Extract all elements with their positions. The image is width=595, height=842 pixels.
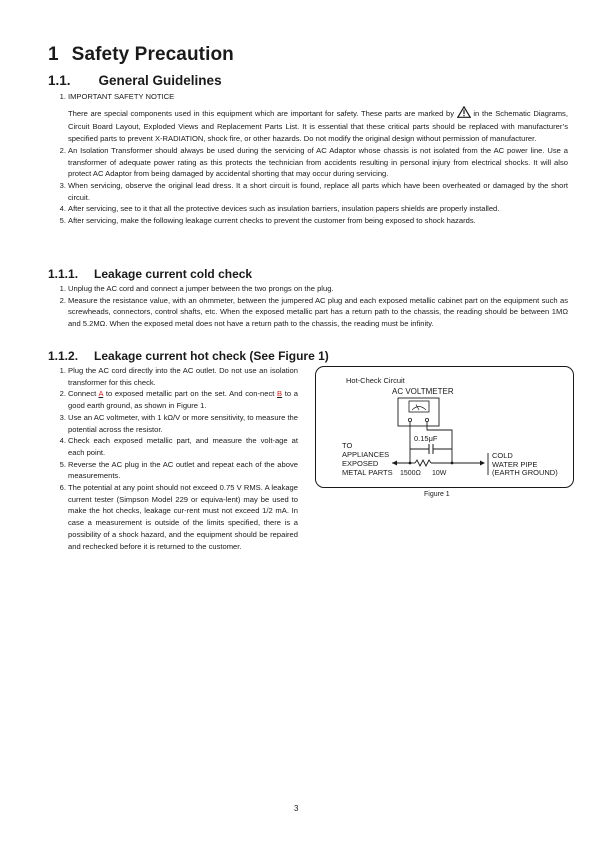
chapter-number: 1 xyxy=(48,44,59,65)
arrow-left-icon xyxy=(392,461,397,466)
list-item: 4. After servicing, see to it that all the protective devices such as insulation barriers, insulation papers shields are properly installed. xyxy=(59,204,500,214)
list-item: 6. The potential at any point should not exceed 0.75 V RMS. A leakage current tester (Simpson Model 229 or equiva-lent) may be used to make the hot checks, leakage cur-rent must not exceed 1/2 mA. In case a measurement is outside of the limits specified, there is a possibility of a shock hazard, and the equipment should be repaired and rechecked before it is returned to the customer. xyxy=(59,483,298,551)
section-heading-general xyxy=(48,73,222,88)
safety-notice-text-a: There are special components used in this equipment which are important for safety. These parts are marked by xyxy=(68,108,454,118)
page-number: 3 xyxy=(294,804,299,813)
svg-text:APPLIANCES: APPLIANCES xyxy=(342,450,390,459)
section-heading-cold-check: 1.1.1. Leakage current cold check xyxy=(48,267,253,281)
list-item xyxy=(58,106,568,145)
section-heading-hot-check: 1.1.2. Leakage current hot check (See Figure 1) xyxy=(48,349,329,363)
voltmeter-icon xyxy=(398,398,439,426)
list-item: 3. Use an AC voltmeter, with 1 kΩ/V or more sensitivity, to measure the potential across the resistor. xyxy=(59,412,298,434)
arrow-right-icon xyxy=(480,461,485,466)
list-item: 4. Check each exposed metallic part, and measure the volt-age at each point. xyxy=(59,436,298,457)
hot-check-circuit-diagram xyxy=(316,367,573,487)
svg-text:(EARTH GROUND): (EARTH GROUND) xyxy=(492,468,558,477)
svg-text:COLD: COLD xyxy=(492,451,513,460)
meter-label: AC VOLTMETER xyxy=(392,387,454,396)
wattage-label: 10W xyxy=(432,470,447,477)
list-item: 2. Connect A to exposed metallic part on the set. And con-nect B to a good earth ground, as shown in Figure 1. xyxy=(59,389,298,411)
list-item: 2. An Isolation Transformer should always be used during the servicing of AC Adaptor whose chassis is not isolated from the AC power line. Use a transformer of adequate power rating as this protects the technician from accidents resulting in personal injury from electrical shocks. It will also protect AC Adaptor from being damaged by accidental shorting that may occur during servicing. xyxy=(59,145,568,179)
list-item: 5. After servicing, make the following leakage current checks to prevent the customer from being exposed to shock hazards. xyxy=(59,216,476,226)
point-a-marker: A xyxy=(98,389,104,399)
section-title: General Guidelines xyxy=(98,73,222,88)
warning-triangle-icon xyxy=(457,106,471,122)
svg-text:EXPOSED: EXPOSED xyxy=(342,459,379,468)
list-item: 3. When servicing, observe the original lead dress. It a short circuit is found, replace all parts which have been overheated or damaged by the short circuit. xyxy=(59,180,568,202)
figure-1-frame xyxy=(315,366,574,488)
cold-check-list xyxy=(58,283,568,330)
list-item: 5. Reverse the AC plug in the AC outlet and repeat each of the above measurements. xyxy=(59,459,298,481)
list-item: 1. Unplug the AC cord and connect a jumper between the two prongs on the plug. xyxy=(59,284,334,293)
general-guidelines-list xyxy=(58,91,568,227)
section-number: 1.1. xyxy=(48,73,71,88)
capacitor-symbol xyxy=(410,444,452,454)
list-item: 1. IMPORTANT SAFETY NOTICE xyxy=(59,92,175,101)
list-item: 2. Measure the resistance value, with an ohmmeter, between the jumpered AC plug and each exposed metallic cabinet part on the equipment such as screwheads, connectors, control shafts, etc. When the exposed metallic part has a return path to the chassis, the reading should be between 1MΩ and 5.2MΩ. When the exposed metal does not have a return path to the chassis, the reading must be infinity. xyxy=(59,295,568,329)
point-b-marker: B xyxy=(277,389,283,399)
svg-text:WATER PIPE: WATER PIPE xyxy=(492,460,538,469)
chapter-title: Safety Precaution xyxy=(71,44,234,65)
resistor-symbol xyxy=(415,460,431,466)
figure-caption: Figure 1 xyxy=(424,491,450,498)
resistor-label: 1500Ω xyxy=(400,470,421,477)
chapter-heading xyxy=(48,44,234,66)
hot-check-list xyxy=(58,365,298,552)
capacitor-label: 0.15μF xyxy=(414,434,438,443)
svg-text:TO: TO xyxy=(342,441,353,450)
safety-notice-text-b: in the Schematic Diagrams, Circuit Board Layout, Exploded Views and Replacement Parts List. It is essential that these critical parts should be replaced with manufacturer’s specified parts to prevent X-RADIATION, shock fire, or other hazards. Do not modify the original design without permission of manufacturer. xyxy=(68,108,568,144)
list-item: 1. Plug the AC cord directly into the AC outlet. Do not use an isolation transformer for this check. xyxy=(59,366,298,387)
figure-title: Hot-Check Circuit xyxy=(346,376,405,385)
svg-text:METAL PARTS: METAL PARTS xyxy=(342,468,393,477)
